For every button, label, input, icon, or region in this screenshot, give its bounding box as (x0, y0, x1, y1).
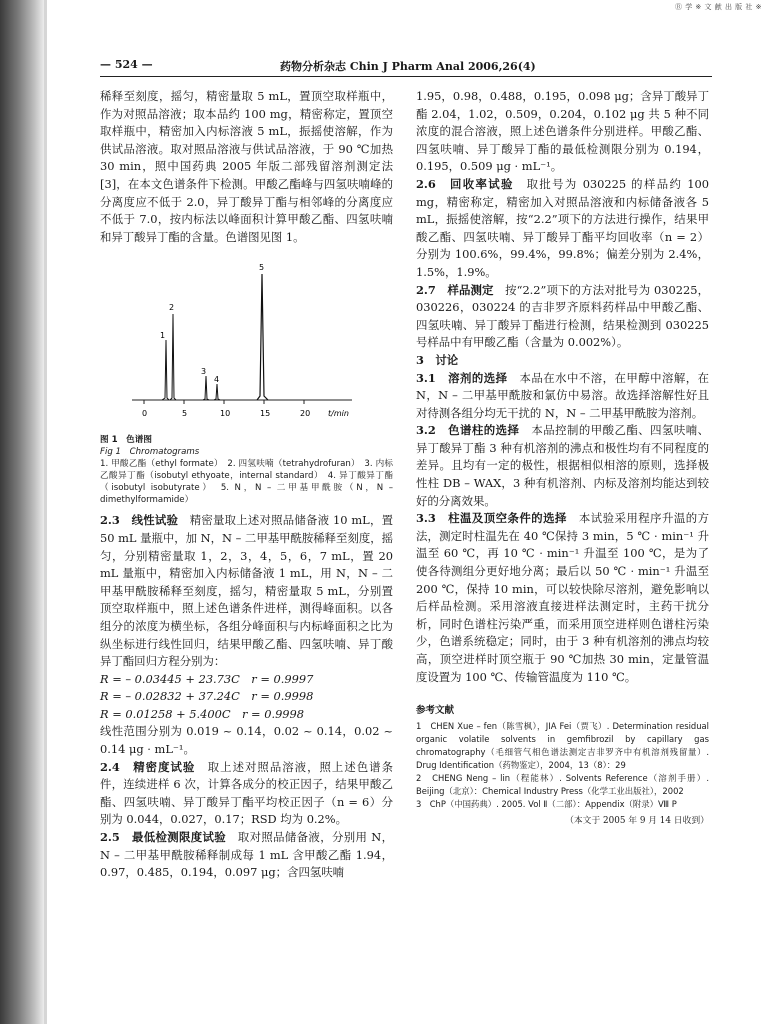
section-2-3-body: 精密量取上述对照品储备液 10 mL，置 50 mL 量瓶中，加 N，N – 二甲基甲酰胺稀释至刻度，摇匀，分别精密量取 1，2，3，4，5，6，7 mL，置 20 mL 量瓶中，精密加入内标储备液 1 mL，用 N，N – 二甲基甲酰胺稀释至刻度，摇匀，精密量取 5 mL，分别置顶空取样瓶中，照上述色谱条件进样，测得峰面积。以各组分的浓度为横坐标，各组分峰面积与内标峰面积之比为纵坐标进行线性回归，结果甲酸乙酯、四氢呋喃、异丁酸异丁酯回归方程分别为： (100, 513, 394, 669)
section-2-7-title: 2.7 样品测定 (416, 282, 494, 297)
chromatogram-figure (100, 250, 393, 432)
figure-caption-title-en: Fig 1 Chromatograms (100, 447, 200, 458)
section-2-5-title: 2.5 最低检测限度试验 (100, 830, 227, 845)
figure-caption (100, 434, 393, 506)
peak-5-line (257, 274, 268, 400)
section-3-1-title: 3.1 溶剂的选择 (416, 370, 508, 385)
section-2-5-body: 取对照品储备液，分别用 N，N – 二甲基甲酰胺稀释制成每 1 mL 含甲酸乙酯 1.94，0.97，0.485，0.194，0.097 μg；含四氢呋喃 (100, 830, 393, 880)
section-2-6-title: 2.6 回收率试验 (416, 176, 514, 191)
section-2-4-title: 2.4 精密度试验 (100, 759, 196, 774)
section-2-6 (416, 176, 709, 282)
regression-equation-1: R = – 0.03445 + 23.73C r = 0.9997 (100, 671, 314, 686)
left-column (100, 88, 393, 882)
paragraph-detection-limit: 1.95，0.98，0.488，0.195，0.098 μg；含异丁酸异丁酯 2.04，1.02，0.509，0.204，0.102 μg 共 5 种不同浓度的混合溶液，照上述色谱条件分别进样。甲酸乙酯、四氢呋喃、异丁酸异丁酯的最低检测限分别为 0.194，0.195，0.509 μg · mL⁻¹。 (416, 89, 709, 174)
references-title: 参考文献 (416, 705, 455, 717)
section-2-4 (100, 759, 393, 829)
header-rule (100, 76, 712, 77)
tick-label-10: 10 (220, 409, 231, 419)
regression-equation-3: R = 0.01258 + 5.400C r = 0.9998 (100, 706, 305, 721)
page-number: — 524 — (100, 58, 153, 71)
figure-caption-body: 1. 甲酸乙酯（ethyl formate） 2. 四氢呋喃（tetrahydrofuran） 3. 内标乙酸异丁酯（isobutyl ethyoate，internal standard） 4. 异丁酸异丁酯（isobutyl isobutyrate） 5. N，N – 二甲基甲酰胺（N，N – dimethylformamide） (100, 459, 393, 506)
section-2-3-title: 2.3 线性试验 (100, 513, 179, 528)
received-date: （本文于 2005 年 9 月 14 日收到） (565, 815, 709, 826)
tick-label-15: 15 (260, 409, 271, 419)
reference-1: 1 CHEN Xue – fen（陈雪枫），JIA Fei（贾飞）. Determination residual organic volatile solvents in gemfibrozil by capillary gas chromatography（毛细管气相色谱法测定吉非罗齐中有机溶剂残留量）. Drug Identification（药物鉴定），2004，13（8）：29 (416, 720, 709, 770)
peak-3-line (203, 376, 209, 400)
section-3-title: 3 讨论 (416, 352, 459, 367)
section-2-7-body: 按“2.2”项下的方法对批号为 030225，030226，030224 的吉非罗齐原料药样品中甲酸乙酯、四氢呋喃、异丁酸异丁酯进行检测，结果检测到 030225 号样品中有甲酸乙酯（含量为 0.002%）。 (416, 282, 709, 350)
section-3-2-title: 3.2 色谱柱的选择 (416, 423, 520, 438)
axis-ticks-group (144, 400, 304, 404)
section-3-3 (416, 510, 709, 686)
peak-label-3: 3 (201, 367, 207, 377)
section-2-6-body: 取批号为 030225 的样品约 100 mg，精密称定，精密加入对照品溶液和内标储备液各 5 mL，振摇使溶解，按“2.2”项下的方法进行操作，结果甲酸乙酯、四氢呋喃、异丁酸异丁酯平均回收率（n = 2）分别为 100.6%，99.4%，99.8%；偏差分别为 2.4%，1.5%，1.9%。 (416, 176, 709, 279)
section-2-3 (100, 512, 393, 670)
running-header (100, 58, 708, 78)
peak-1-line (162, 340, 169, 400)
linear-range-text: 线性范围分别为 0.019 ~ 0.14，0.02 ~ 0.14，0.02 ~ 0.14 μg · mL⁻¹。 (100, 724, 393, 757)
journal-title: 药物分析杂志 Chin J Pharm Anal 2006,26(4) (280, 60, 536, 73)
peak-4-line (214, 384, 220, 400)
peak-label-2: 2 (169, 303, 175, 313)
section-3-3-title: 3.3 柱温及顶空条件的选择 (416, 511, 567, 526)
section-2-5 (100, 829, 393, 882)
peak-2-line (170, 314, 176, 400)
reference-3: 3 ChP（中国药典）. 2005. Vol Ⅱ（二部）：Appendix（附录）Ⅷ P (416, 798, 677, 809)
section-3-3-body: 本试验采用程序升温的方法，测定时柱温先在 40 ℃保持 3 min，5 ℃ · min⁻¹ 升温至 60 ℃，再 10 ℃ · min⁻¹ 升温至 100 ℃，是为了使各待测组分更好地分离；最后以 50 ℃ · min⁻¹ 升温至 200 ℃，保持 10 min，可以较快除尽溶剂，避免影响以后样品检测。采用溶液直接进样法测定时，主药干扰分析，同时色谱柱污染严重，而采用顶空进样则色谱柱污染少，色谱系统稳定；同时，由于 3 种有机溶剂的沸点均较高，顶空进样时顶空瓶于 90 ℃加热 30 min，定量管温度设置为 100 ℃、传输管温度为 110 ℃。 (416, 511, 709, 684)
tick-label-5: 5 (182, 409, 188, 419)
peak-label-4: 4 (214, 375, 220, 385)
peak-label-5: 5 (259, 263, 265, 273)
reference-2: 2 CHENG Neng – lin（程能林）. Solvents Reference（溶剂手册）. Beijing（北京）：Chemical Industry Press（化学工业出版社），2002 (416, 772, 709, 796)
regression-equation-2: R = – 0.02832 + 37.24C r = 0.9998 (100, 689, 314, 704)
section-2-4-body: 取上述对照品溶液，照上述色谱条件，连续进样 6 次，计算各成分的校正因子，结果甲酸乙酯、四氢呋喃、异丁酸异丁酯平均校正因子（n = 6）分别为 0.044，0.027，0.17；RSD 均为 0.2%。 (100, 759, 393, 827)
section-2-7 (416, 282, 709, 352)
chromatogram-svg (100, 250, 393, 432)
tick-label-20: 20 (300, 409, 311, 419)
axis-unit-label: t/min (328, 409, 349, 419)
section-3-2 (416, 422, 709, 510)
book-spine-shadow (0, 0, 44, 1024)
scan-stamp: Ⓡ 学 ※ 文 献 出 版 社 ※ (674, 3, 762, 11)
section-3-1-body: 本品在水中不溶，在甲醇中溶解，在 N，N – 二甲基甲酰胺和氯仿中易溶。故选择溶解性好且对待测各组分均无干扰的 N，N – 二甲基甲酰胺为溶剂。 (416, 370, 709, 420)
figure-caption-title: 图 1 色谱图 (100, 435, 152, 446)
section-3-2-body: 本品控制的甲酸乙酯、四氢呋喃、异丁酸异丁酯 3 种有机溶剂的沸点和极性均有不同程度的差异。且均有一定的极性，根据相似相溶的原则，选择极性柱 DB – WAX，3 种有机溶剂、内标及溶剂均能达到较好的分离效果。 (416, 423, 709, 508)
right-column (416, 88, 709, 830)
peak-label-1: 1 (160, 331, 166, 341)
section-3-1 (416, 370, 709, 423)
page-edge (44, 0, 47, 1024)
tick-label-0: 0 (142, 409, 148, 419)
paragraph-sample-prep: 稀释至刻度，摇匀，精密量取 5 mL，置顶空取样瓶中，作为对照品溶液；取本品约 100 mg，精密称定，置顶空取样瓶中，精密加入内标溶液 5 mL，振摇使溶解，作为供试品溶液。取对照品溶液与供试品溶液，于 90 ℃加热 30 min，照中国药典 2005 年版二部残留溶剂测定法[3]，在本文色谱条件下检测。甲酸乙酯峰与四氢呋喃峰的分离度应不低于 2.0，异丁酸异丁酯与相邻峰的分离度应不低于 7.0，按内标法以峰面积计算甲酸乙酯、四氢呋喃和异丁酸异丁酯的含量。色谱图见图 1。 (100, 89, 393, 244)
